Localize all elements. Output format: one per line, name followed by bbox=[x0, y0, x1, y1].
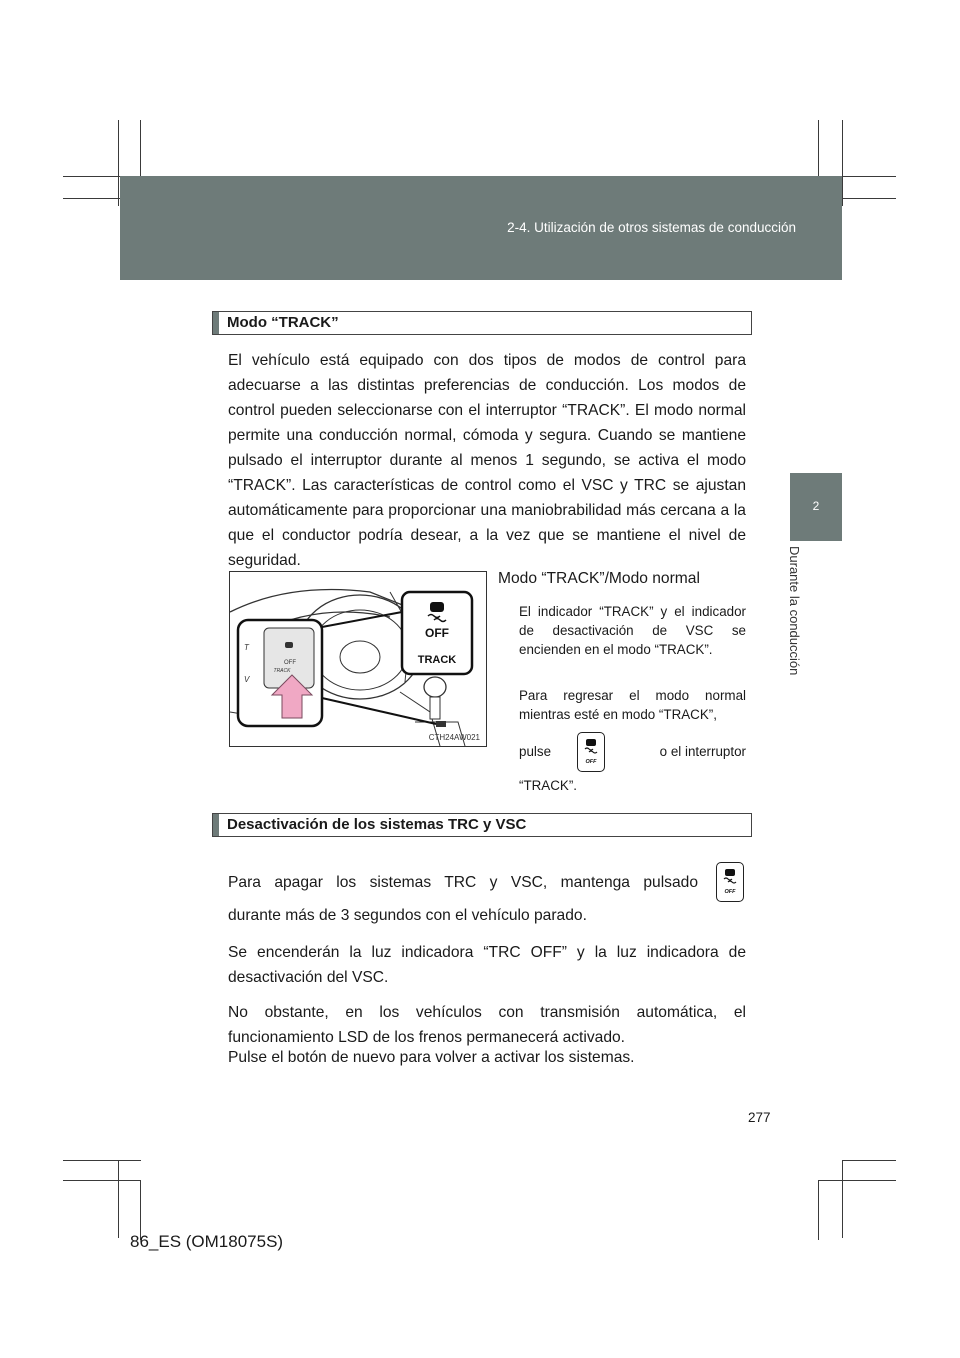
section-heading-trc-vsc bbox=[212, 813, 752, 837]
breadcrumb: 2-4. Utilización de otros sistemas de conducción bbox=[507, 220, 796, 235]
header-band bbox=[120, 176, 842, 280]
section2-p4: Pulse el botón de nuevo para volver a activar los sistemas. bbox=[228, 1049, 635, 1066]
document-code: 86_ES (OM18075S) bbox=[130, 1232, 284, 1251]
section-heading-track bbox=[212, 311, 752, 335]
figure-track-switch bbox=[229, 571, 487, 747]
caption-text-2: Para regresar el modo normal mientras esté en modo “TRACK”, bbox=[519, 688, 746, 722]
crop-mark bbox=[118, 120, 119, 206]
section-marker bbox=[213, 312, 219, 334]
vsc-off-button-icon bbox=[716, 862, 744, 902]
svg-text:V: V bbox=[244, 675, 250, 684]
small-track-label: TRACK bbox=[273, 668, 291, 674]
section-title: Desactivación de los sistemas TRC y VSC bbox=[227, 816, 527, 833]
small-off-label: OFF bbox=[284, 660, 296, 666]
chapter-title bbox=[787, 546, 809, 766]
section-title: Modo “TRACK” bbox=[227, 314, 339, 331]
crop-mark bbox=[63, 1160, 141, 1161]
caption-text-1: El indicador “TRACK” y el indicador de desactivación de VSC se encienden en el modo “TRACK”. bbox=[519, 604, 746, 657]
vsc-off-button-icon bbox=[577, 732, 605, 772]
section2-p1a: Para apagar los sistemas TRC y VSC, mantenga pulsado bbox=[228, 874, 698, 891]
section-marker bbox=[213, 814, 219, 836]
switch-track-label: TRACK bbox=[417, 654, 457, 666]
icon-off-text: OFF bbox=[724, 889, 736, 895]
section2-p3: No obstante, en los vehículos con transmisión automática, el funcionamiento LSD de los frenos permanecerá activado. bbox=[228, 1004, 746, 1046]
chapter-title-text: Durante la conducción bbox=[787, 546, 802, 676]
section2-p2: Se encenderán la luz indicadora “TRC OFF” y la luz indicadora de desactivación del VSC. bbox=[228, 944, 746, 986]
crop-mark bbox=[63, 1180, 141, 1181]
page-number: 277 bbox=[748, 1110, 771, 1125]
crop-mark bbox=[842, 1160, 843, 1238]
figure-code: CTH24AW021 bbox=[428, 733, 480, 742]
crop-mark bbox=[118, 1160, 119, 1238]
caption-title: Modo “TRACK”/Modo normal bbox=[498, 570, 700, 587]
section2-p1b: durante más de 3 segundos con el vehículo parado. bbox=[228, 907, 587, 924]
svg-text:T: T bbox=[244, 643, 249, 652]
crop-mark bbox=[818, 1180, 896, 1181]
crop-mark bbox=[140, 1180, 141, 1240]
caption-end: “TRACK”. bbox=[519, 778, 578, 793]
section1-body: El vehículo está equipado con dos tipos de modos de control para adecuarse a las distintas preferencias de conducción. Los modos de control pueden seleccionarse con el interruptor “TRACK”. El modo normal permite una conducción normal, cómoda y segura. Cuando se mantiene pulsado el interruptor durante al menos 1 segundo, se activa el modo “TRACK”. Las características de control como el VSC y TRC se ajustan automáticamente para proporcionar una maniobrabilidad más cercana a la que el conductor podría desear, a la vez que se mantiene el nivel de seguridad. bbox=[228, 352, 746, 569]
crop-mark bbox=[818, 1180, 819, 1240]
caption-tail: o el interruptor bbox=[659, 744, 746, 759]
icon-off-text: OFF bbox=[585, 759, 597, 765]
crop-mark bbox=[842, 120, 843, 206]
dashboard-illustration bbox=[230, 572, 486, 746]
crop-mark bbox=[842, 1160, 896, 1161]
switch-off-label: OFF bbox=[425, 626, 449, 640]
chapter-number: 2 bbox=[812, 499, 820, 513]
chapter-tab bbox=[790, 473, 842, 541]
caption-pulse: pulse bbox=[519, 744, 552, 759]
